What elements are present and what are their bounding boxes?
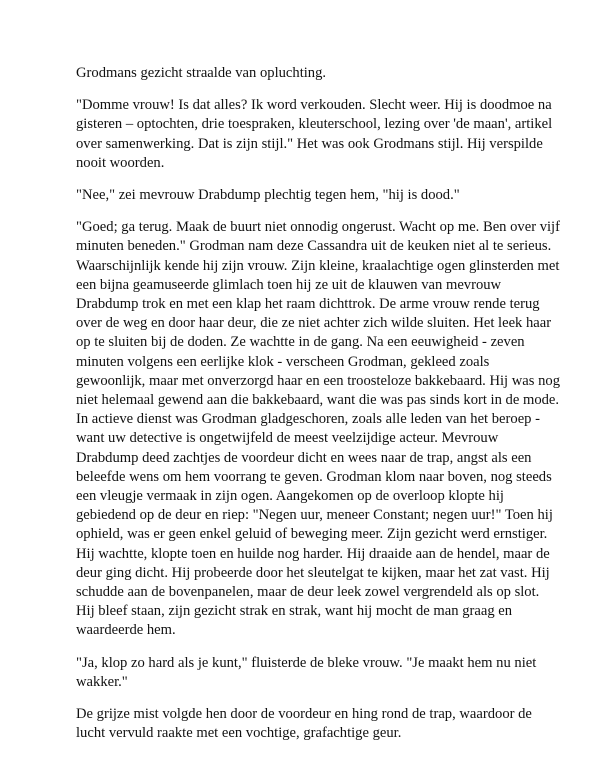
paragraph-5: "Ja, klop zo hard als je kunt," fluisterde de bleke vrouw. "Je maakt hem nu niet wakker." <box>76 654 537 690</box>
paragraph-2: "Domme vrouw! Is dat alles? Ik word verkouden. Slecht weer. Hij is doodmoe na gisteren – optochten, drie toespraken, kleuterschool, lezing over 'de maan', artikel over samenwerking. Dat is zijn stijl." Het was ook Grodmans stijl. Hij verspilde nooit woorden. <box>76 97 553 171</box>
paragraph-4: "Goed; ga terug. Maak de buurt niet onnodig ongerust. Wacht op me. Ben over vijf minuten beneden." Grodman nam deze Cassandra uit de keuken niet al te serieus. Waarschijnlijk kende hij zijn vrouw. Zijn kleine, kraalachtige ogen glinsterden met een bijna geamuseerde glimlach toen hij ze uit de klauwen van mevrouw Drabdump trok en met een klap het raam dichttrok. De arme vrouw rende terug over de weg en door haar deur, die ze niet achter zich wilde sluiten. Het leek haar op te sluiten bij de doden. Ze wachtte in de gang. Na een eeuwigheid - zeven minuten volgens een eerlijke klok - verscheen Grodman, gekleed zoals gewoonlijk, maar met onverzorgd haar en een troosteloze bakkebaard. Hij was nog niet helemaal gewend aan die bakkebaard, want die was pas sinds kort in de mode. In actieve dienst was Grodman gladgeschoren, zoals alle leden van het beroep - want uw detective is ongetwijfeld de meest veelzijdige acteur. Mevrouw Drabdump deed zachtjes de voordeur dicht en wees naar de trap, angst als een beleefde wens om hem voorrang te geven. Grodman klom naar boven, nog steeds een vleugje vermaak in zijn ogen. Aangekomen op de overloop klopte hij gebiedend op de deur en riep: "Negen uur, meneer Constant; negen uur!" Toen hij ophield, was er geen enkel geluid of beweging meer. Zijn gezicht werd ernstiger. Hij wachtte, klopte toen en huilde nog harder. Hij draaide aan de hendel, maar de deur ging dicht. Hij probeerde door het sleutelgat te kijken, maar het zat vast. Hij schudde aan de bovenpanelen, maar de deur leek zowel vergrendeld als op slot. Hij bleef staan, zijn gezicht strak en strak, want hij mocht de man graag en waardeerde hem. <box>76 219 560 639</box>
paragraph-3: "Nee," zei mevrouw Drabdump plechtig tegen hem, "hij is dood." <box>76 187 460 204</box>
paragraph-6: De grijze mist volgde hen door de voordeur en hing rond de trap, waardoor de lucht vervuld raakte met een vochtige, grafachtige geur. <box>76 706 532 742</box>
paragraph-1: Grodmans gezicht straalde van opluchting. <box>76 65 327 81</box>
